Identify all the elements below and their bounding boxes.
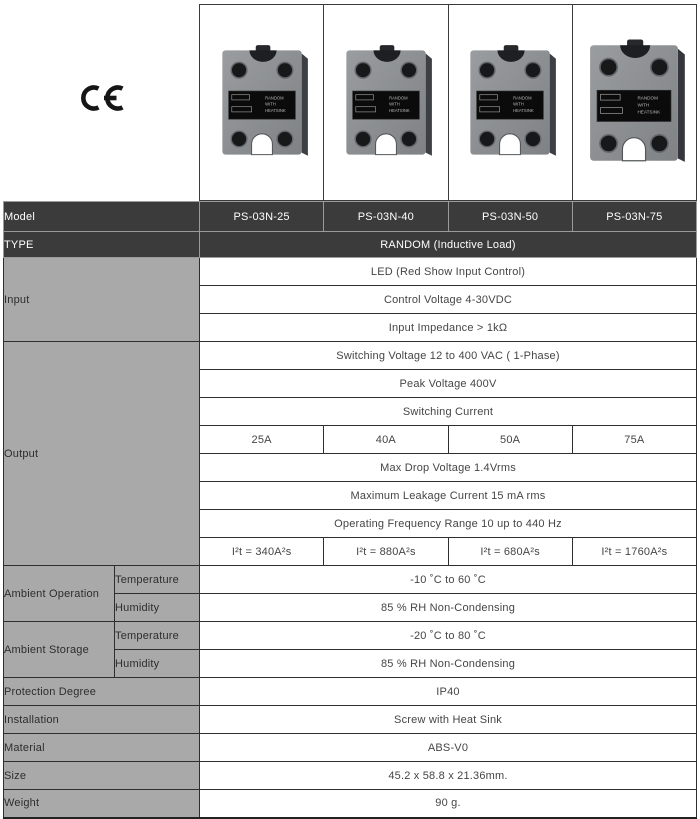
input-impedance-value: Input Impedance > 1kΩ xyxy=(200,314,697,342)
current-value-cell: 50A xyxy=(448,426,572,454)
max-leakage-current-value: Maximum Leakage Current 15 mA rms xyxy=(200,482,697,510)
peak-voltage-value: Peak Voltage 400V xyxy=(200,370,697,398)
product-photo-strip xyxy=(199,4,697,201)
product-photo-cell xyxy=(572,5,696,200)
model-row-label: Model xyxy=(4,202,200,232)
relay-label-line: WITH xyxy=(513,101,524,107)
product-photo-cell xyxy=(200,5,323,200)
relay-label-line: WITH xyxy=(264,101,276,107)
switching-voltage-value: Switching Voltage 12 to 400 VAC ( 1-Phase) xyxy=(200,342,697,370)
relay-photo xyxy=(216,42,308,163)
relay-photo xyxy=(340,42,432,163)
ambient-storage-label: Ambient Storage xyxy=(4,622,115,678)
humidity-sublabel: Humidity xyxy=(115,594,200,622)
i2t-value-cell: I²t = 880A²s xyxy=(324,538,448,566)
ambient-storage-humidity-value: 85 % RH Non-Condensing xyxy=(200,650,697,678)
current-value-cell: 40A xyxy=(324,426,448,454)
relay-label-line: WITH xyxy=(389,101,400,107)
relay-label-line: HEATSINK xyxy=(513,107,534,113)
relay-label-line: RANDOM xyxy=(389,95,408,101)
current-value-cell: 75A xyxy=(572,426,696,454)
relay-label-line: HEATSINK xyxy=(389,107,410,113)
current-value-cell: 25A xyxy=(200,426,324,454)
relay-photo xyxy=(583,36,685,170)
protection-degree-label: Protection Degree xyxy=(4,678,200,706)
model-cell: PS-03N-75 xyxy=(572,202,696,232)
model-cell: PS-03N-25 xyxy=(200,202,324,232)
model-cell: PS-03N-40 xyxy=(324,202,448,232)
material-value: ABS-V0 xyxy=(200,734,697,762)
weight-value: 90 g. xyxy=(200,790,697,818)
input-section-label: Input xyxy=(4,258,200,342)
size-label: Size xyxy=(4,762,200,790)
operating-frequency-value: Operating Frequency Range 10 up to 440 Hz xyxy=(200,510,697,538)
relay-label-line: WITH xyxy=(637,101,650,107)
temperature-sublabel: Temperature xyxy=(115,622,200,650)
i2t-value-cell: I²t = 340A²s xyxy=(200,538,324,566)
ambient-operation-temperature-value: -10 ˚C to 60 ˚C xyxy=(200,566,697,594)
i2t-value-cell: I²t = 680A²s xyxy=(448,538,572,566)
spec-table xyxy=(3,201,697,819)
weight-label: Weight xyxy=(4,790,200,818)
max-drop-voltage-value: Max Drop Voltage 1.4Vrms xyxy=(200,454,697,482)
input-control-voltage-value: Control Voltage 4-30VDC xyxy=(200,286,697,314)
size-value: 45.2 x 58.8 x 21.36mm. xyxy=(200,762,697,790)
material-label: Material xyxy=(4,734,200,762)
humidity-sublabel: Humidity xyxy=(115,650,200,678)
relay-photo xyxy=(464,42,556,163)
type-row-label: TYPE xyxy=(4,232,200,258)
relay-label-line: RANDOM xyxy=(264,95,284,101)
relay-label-line: RANDOM xyxy=(637,95,659,101)
i2t-value-cell: I²t = 1760A²s xyxy=(572,538,696,566)
ambient-operation-humidity-value: 85 % RH Non-Condensing xyxy=(200,594,697,622)
temperature-sublabel: Temperature xyxy=(115,566,200,594)
installation-label: Installation xyxy=(4,706,200,734)
input-led-value: LED (Red Show Input Control) xyxy=(200,258,697,286)
relay-label-line: HEATSINK xyxy=(637,108,661,114)
type-value: RANDOM (Inductive Load) xyxy=(200,232,697,258)
relay-label-line: RANDOM xyxy=(513,95,532,101)
ambient-operation-label: Ambient Operation xyxy=(4,566,115,622)
output-section-label: Output xyxy=(4,342,200,566)
protection-degree-value: IP40 xyxy=(200,678,697,706)
ambient-storage-temperature-value: -20 ˚C to 80 ˚C xyxy=(200,622,697,650)
product-photo-cell xyxy=(448,5,572,200)
product-photo-cell xyxy=(323,5,447,200)
model-cell: PS-03N-50 xyxy=(448,202,572,232)
ce-mark-icon xyxy=(76,84,124,117)
installation-value: Screw with Heat Sink xyxy=(200,706,697,734)
relay-label-line: HEATSINK xyxy=(264,107,286,113)
switching-current-header: Switching Current xyxy=(200,398,697,426)
